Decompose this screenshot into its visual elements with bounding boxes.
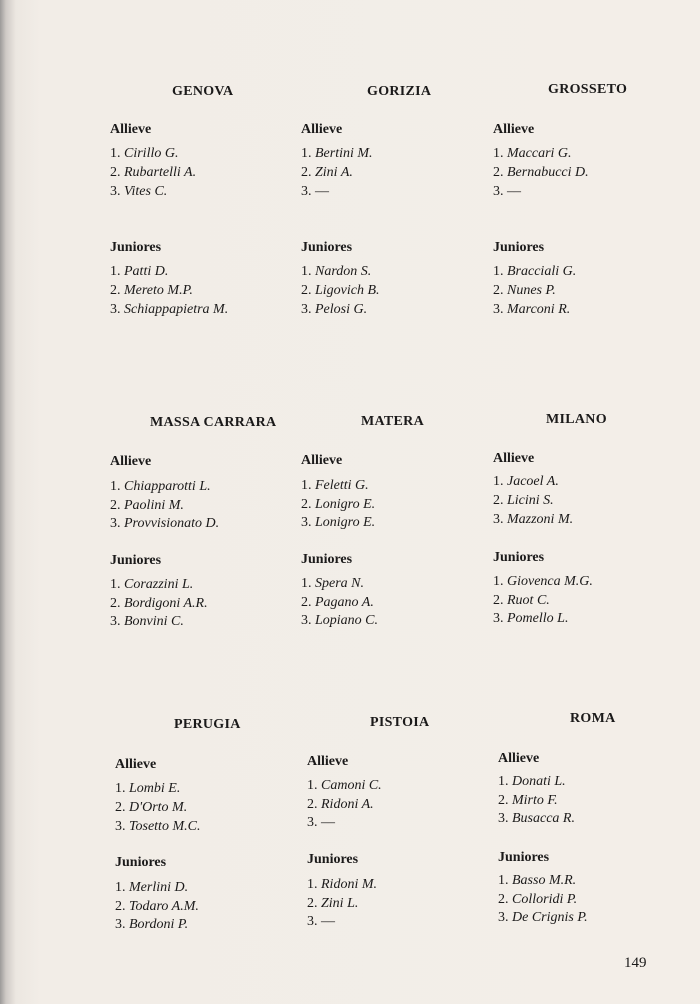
athlete-name: Mazzoni M.	[507, 512, 574, 527]
list-item	[493, 493, 554, 509]
athlete-name: Schiappapietra M.	[124, 302, 229, 317]
item-number: 2.	[110, 498, 121, 513]
athlete-name: Zini A.	[315, 165, 353, 180]
athlete-name: Lonigro E.	[315, 515, 376, 530]
athlete-name: Lonigro E.	[315, 497, 376, 512]
list-item	[493, 574, 593, 590]
city-heading: GROSSETO	[548, 82, 628, 97]
item-number: 3.	[110, 516, 121, 531]
list-item	[301, 497, 375, 513]
list-item	[301, 302, 367, 318]
list-item	[498, 774, 566, 790]
item-number: 3.	[110, 184, 121, 199]
list-item	[115, 917, 188, 933]
athlete-name: Ruot C.	[507, 593, 550, 608]
item-number: 3.	[498, 811, 509, 826]
list-item	[110, 614, 184, 630]
list-item	[498, 873, 576, 889]
list-item	[110, 165, 196, 181]
list-item	[110, 302, 228, 318]
item-number: 1.	[307, 877, 318, 892]
list-item	[110, 498, 184, 514]
item-number: 1.	[301, 478, 312, 493]
athlete-name: Zini L.	[321, 896, 359, 911]
list-item	[493, 264, 576, 280]
item-number: 1.	[110, 264, 121, 279]
item-number: 1.	[493, 146, 504, 161]
athlete-name: Ridoni A.	[321, 797, 374, 812]
juniores-heading: Juniores	[115, 855, 167, 870]
athlete-name: Pelosi G.	[315, 302, 368, 317]
athlete-name: ––	[321, 815, 335, 830]
item-number: 3.	[307, 815, 318, 830]
list-item	[493, 283, 556, 299]
item-number: 2.	[110, 165, 121, 180]
item-number: 1.	[493, 474, 504, 489]
list-item	[493, 593, 550, 609]
list-item	[301, 264, 371, 280]
item-number: 2.	[110, 283, 121, 298]
athlete-name: Bernabucci D.	[507, 165, 589, 180]
athlete-name: Licini S.	[507, 493, 554, 508]
athlete-name: Camoni C.	[321, 778, 382, 793]
item-number: 3.	[115, 819, 126, 834]
juniores-heading: Juniores	[110, 240, 162, 255]
city-heading: PISTOIA	[370, 715, 430, 730]
athlete-name: Nunes P.	[507, 283, 556, 298]
athlete-name: Maccari G.	[507, 146, 572, 161]
athlete-name: Donati L.	[512, 774, 566, 789]
list-item	[498, 793, 558, 809]
allieve-heading: Allieve	[301, 453, 343, 468]
list-item	[307, 815, 335, 831]
city-heading: ROMA	[570, 711, 616, 726]
list-item	[498, 811, 575, 827]
list-item	[115, 899, 199, 915]
athlete-name: Jacoel A.	[507, 474, 559, 489]
athlete-name: Vites C.	[124, 184, 168, 199]
item-number: 3.	[307, 914, 318, 929]
list-item	[498, 892, 577, 908]
athlete-name: Busacca R.	[512, 811, 575, 826]
list-item	[493, 302, 570, 318]
item-number: 3.	[493, 611, 504, 626]
athlete-name: Ligovich B.	[315, 283, 380, 298]
athlete-name: Mereto M.P.	[124, 283, 193, 298]
athlete-name: Mirto F.	[512, 793, 558, 808]
list-item	[115, 880, 188, 896]
allieve-heading: Allieve	[110, 454, 152, 469]
athlete-name: D'Orto M.	[129, 800, 188, 815]
list-item	[110, 516, 219, 532]
athlete-name: Nardon S.	[315, 264, 372, 279]
athlete-name: Corazzini L.	[124, 577, 194, 592]
athlete-name: Chiapparotti L.	[124, 479, 211, 494]
list-item	[115, 819, 200, 835]
item-number: 2.	[110, 596, 121, 611]
allieve-heading: Allieve	[307, 754, 349, 769]
athlete-name: Rubartelli A.	[124, 165, 197, 180]
item-number: 2.	[115, 899, 126, 914]
list-item	[301, 146, 373, 162]
allieve-heading: Allieve	[498, 751, 540, 766]
list-item	[493, 165, 589, 181]
list-item	[110, 577, 193, 593]
juniores-heading: Juniores	[301, 552, 353, 567]
athlete-name: ––	[315, 184, 329, 199]
item-number: 2.	[498, 793, 509, 808]
list-item	[307, 797, 374, 813]
item-number: 2.	[498, 892, 509, 907]
item-number: 2.	[301, 595, 312, 610]
juniores-heading: Juniores	[301, 240, 353, 255]
list-item	[301, 283, 380, 299]
list-item	[498, 910, 588, 926]
item-number: 2.	[301, 283, 312, 298]
list-item	[110, 479, 211, 495]
item-number: 2.	[493, 165, 504, 180]
item-number: 3.	[301, 184, 312, 199]
list-item	[301, 595, 374, 611]
list-item	[307, 914, 335, 930]
athlete-name: Merlini D.	[129, 880, 189, 895]
list-item	[301, 515, 375, 531]
athlete-name: Basso M.R.	[512, 873, 577, 888]
athlete-name: Pomello L.	[507, 611, 569, 626]
city-heading: MATERA	[361, 414, 424, 429]
athlete-name: Marconi R.	[507, 302, 571, 317]
page-number: 149	[624, 955, 647, 971]
allieve-heading: Allieve	[301, 122, 343, 137]
list-item	[307, 877, 377, 893]
item-number: 1.	[307, 778, 318, 793]
athlete-name: Patti D.	[124, 264, 169, 279]
list-item	[301, 576, 364, 592]
city-heading: MILANO	[546, 412, 607, 427]
item-number: 1.	[301, 264, 312, 279]
item-number: 3.	[110, 614, 121, 629]
item-number: 1.	[301, 146, 312, 161]
allieve-heading: Allieve	[493, 122, 535, 137]
city-heading: GENOVA	[172, 84, 234, 99]
athlete-name: ––	[321, 914, 335, 929]
item-number: 3.	[110, 302, 121, 317]
juniores-heading: Juniores	[110, 553, 162, 568]
juniores-heading: Juniores	[493, 240, 545, 255]
athlete-name: Spera N.	[315, 576, 364, 591]
athlete-name: Todaro A.M.	[129, 899, 199, 914]
list-item	[301, 613, 378, 629]
item-number: 3.	[115, 917, 126, 932]
item-number: 2.	[115, 800, 126, 815]
athlete-name: De Crignis P.	[512, 910, 588, 925]
athlete-name: Giovenca M.G.	[507, 574, 593, 589]
athlete-name: Feletti G.	[315, 478, 369, 493]
athlete-name: Bonvini C.	[124, 614, 184, 629]
allieve-heading: Allieve	[493, 451, 535, 466]
juniores-heading: Juniores	[498, 850, 550, 865]
list-item	[493, 146, 572, 162]
list-item	[115, 800, 187, 816]
item-number: 2.	[301, 497, 312, 512]
athlete-name: Bordoni P.	[129, 917, 189, 932]
list-item	[110, 283, 193, 299]
juniores-heading: Juniores	[493, 550, 545, 565]
item-number: 3.	[493, 512, 504, 527]
item-number: 1.	[110, 577, 121, 592]
athlete-name: Ridoni M.	[321, 877, 377, 892]
item-number: 3.	[301, 302, 312, 317]
item-number: 1.	[498, 774, 509, 789]
list-item	[307, 778, 382, 794]
item-number: 2.	[493, 283, 504, 298]
list-item	[493, 512, 573, 528]
athlete-name: Lopiano C.	[315, 613, 379, 628]
item-number: 1.	[115, 781, 126, 796]
city-heading: GORIZIA	[367, 84, 432, 99]
list-item	[115, 781, 180, 797]
list-item	[307, 896, 358, 912]
list-item	[110, 146, 178, 162]
athlete-name: Tosetto M.C.	[129, 819, 201, 834]
item-number: 2.	[307, 896, 318, 911]
allieve-heading: Allieve	[110, 122, 152, 137]
list-item	[493, 611, 568, 627]
item-number: 1.	[493, 574, 504, 589]
list-item	[493, 474, 559, 490]
item-number: 2.	[307, 797, 318, 812]
item-number: 3.	[493, 302, 504, 317]
list-item	[301, 184, 329, 200]
athlete-name: ––	[507, 184, 521, 199]
item-number: 3.	[301, 515, 312, 530]
item-number: 1.	[110, 146, 121, 161]
athlete-name: Paolini M.	[124, 498, 184, 513]
item-number: 1.	[498, 873, 509, 888]
item-number: 1.	[115, 880, 126, 895]
athlete-name: Cirillo G.	[124, 146, 179, 161]
item-number: 1.	[301, 576, 312, 591]
item-number: 3.	[498, 910, 509, 925]
item-number: 1.	[110, 479, 121, 494]
item-number: 1.	[493, 264, 504, 279]
item-number: 2.	[493, 593, 504, 608]
athlete-name: Bordigoni A.R.	[124, 596, 208, 611]
item-number: 3.	[301, 613, 312, 628]
athlete-name: Provvisionato D.	[124, 516, 220, 531]
list-item	[110, 264, 168, 280]
allieve-heading: Allieve	[115, 757, 157, 772]
athlete-name: Bracciali G.	[507, 264, 577, 279]
city-heading: PERUGIA	[174, 717, 241, 732]
athlete-name: Lombi E.	[129, 781, 181, 796]
item-number: 2.	[301, 165, 312, 180]
juniores-heading: Juniores	[307, 852, 359, 867]
list-item	[493, 184, 521, 200]
list-item	[301, 165, 353, 181]
item-number: 2.	[493, 493, 504, 508]
athlete-name: Bertini M.	[315, 146, 373, 161]
athlete-name: Colloridi P.	[512, 892, 578, 907]
list-item	[301, 478, 369, 494]
list-item	[110, 184, 167, 200]
item-number: 3.	[493, 184, 504, 199]
list-item	[110, 596, 208, 612]
city-heading: MASSA CARRARA	[150, 415, 277, 430]
athlete-name: Pagano A.	[315, 595, 374, 610]
